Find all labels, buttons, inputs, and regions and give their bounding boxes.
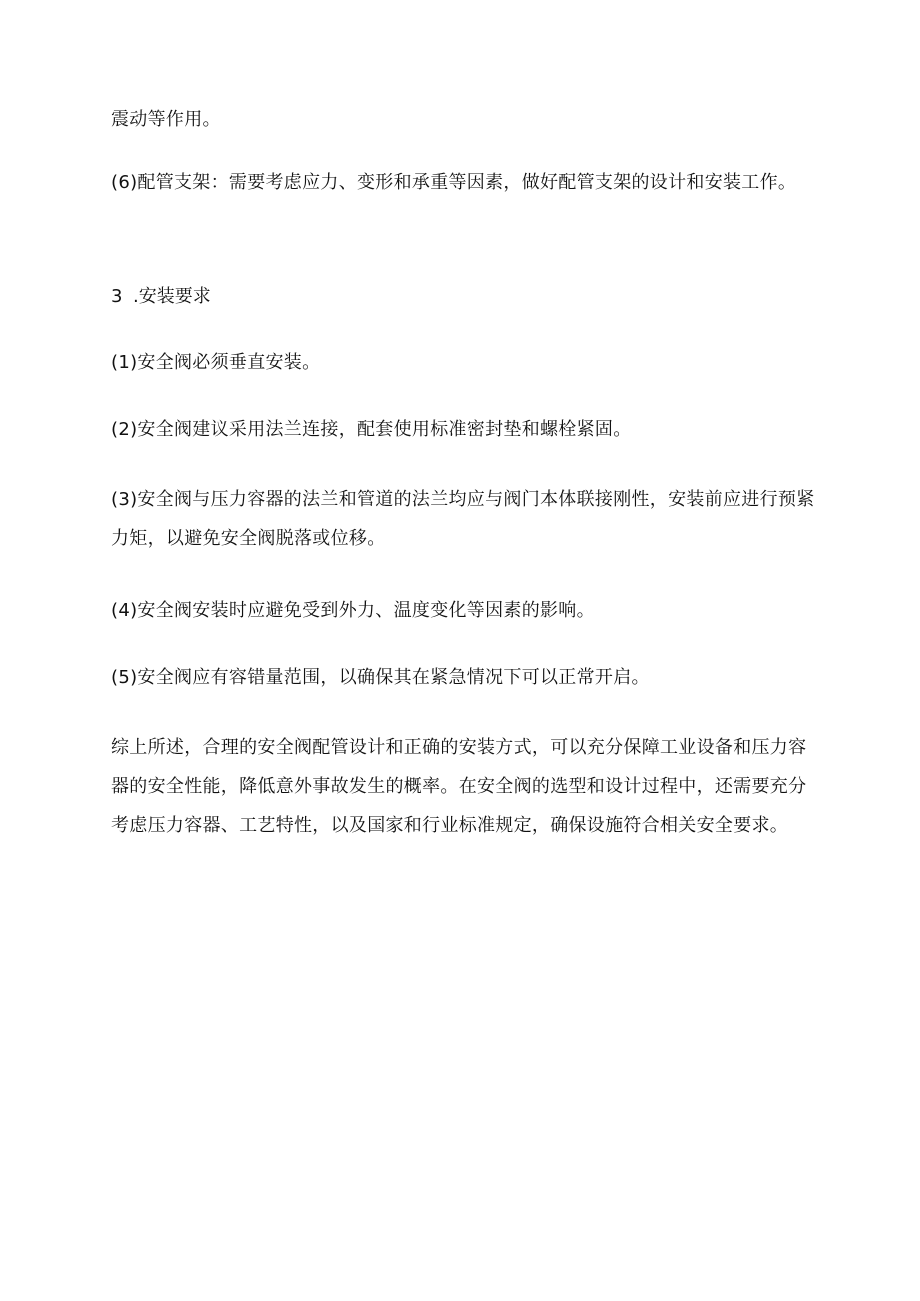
paragraph-summary: 综上所述，合理的安全阀配管设计和正确的安装方式，可以充分保障工业设备和压力容器的安全性能，降低意外事故发生的概率。在安全阀的选型和设计过程中，还需要充分考虑压力容器、工艺特性，以及国家和行业标准规定，确保设施符合相关安全要求。: [111, 737, 807, 836]
paragraph-pipe-support: (6)配管支架：需要考虑应力、变形和承重等因素，做好配管支架的设计和安装工作。: [111, 172, 797, 193]
list-item-avoid-external-force: (4)安全阀安装时应避免受到外力、温度变化等因素的影响。: [111, 600, 595, 621]
paragraph-vibration: 震动等作用。: [111, 109, 221, 130]
list-item-flange-rigidity: (3)安全阀与压力容器的法兰和管道的法兰均应与阀门本体联接刚性，安装前应进行预紧力矩，以避免安全阀脱落或位移。: [111, 489, 815, 549]
section-number: 3: [111, 286, 123, 307]
list-item-vertical-install: (1)安全阀必须垂直安装。: [111, 352, 321, 373]
list-item-tolerance-range: (5)安全阀应有容错量范围，以确保其在紧急情况下可以正常开启。: [111, 667, 650, 688]
section-heading-installation: [111, 277, 211, 316]
section-title: .安装要求: [133, 286, 211, 307]
list-item-flange-connection: (2)安全阀建议采用法兰连接，配套使用标准密封垫和螺栓紧固。: [111, 419, 632, 440]
